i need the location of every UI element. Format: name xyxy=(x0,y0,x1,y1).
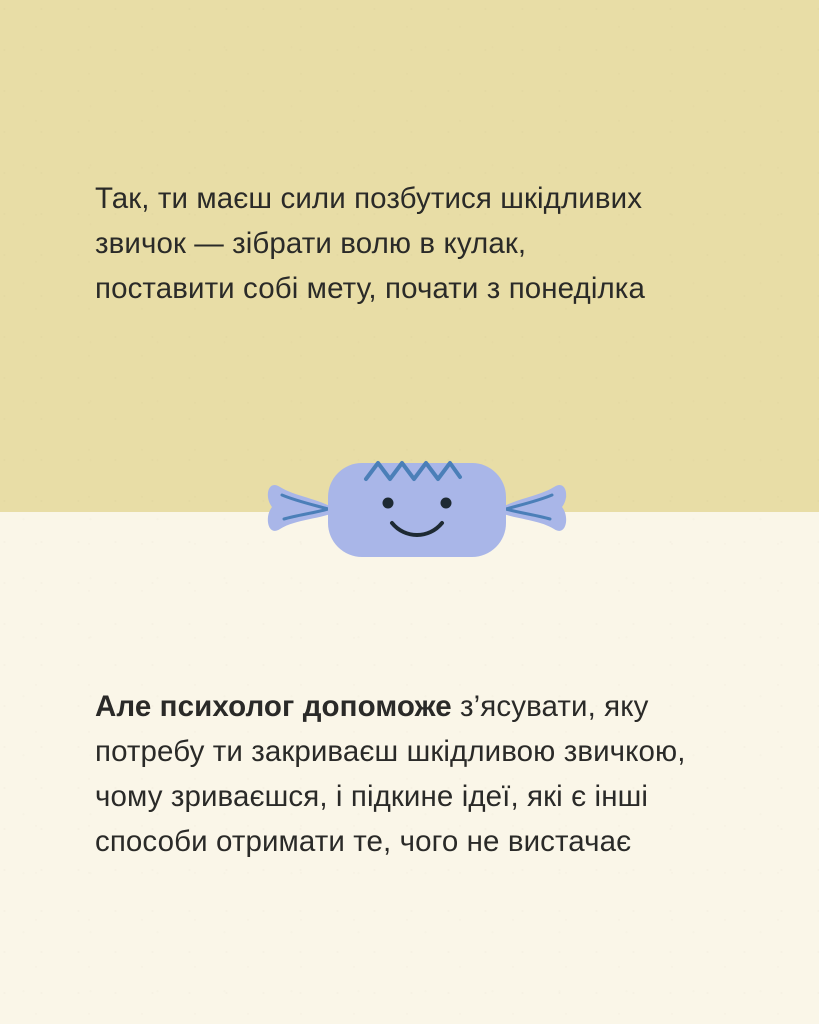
top-paragraph: Так, ти маєш сили позбутися шкідливих звичок — зібрати волю в кулак, поставити собі мету, почати з понеділка xyxy=(95,182,645,305)
bottom-paragraph-rest: з’ясувати, яку потребу ти закриваєш шкідливою звичкою, чому зриваєшся, і підкине ідеї, які є інші способи отримати те, чого не вистачає xyxy=(95,690,686,858)
bottom-paragraph xyxy=(95,684,745,864)
bottom-paragraph-lead: Але психолог допоможе xyxy=(95,690,452,723)
candy-illustration xyxy=(262,445,572,570)
